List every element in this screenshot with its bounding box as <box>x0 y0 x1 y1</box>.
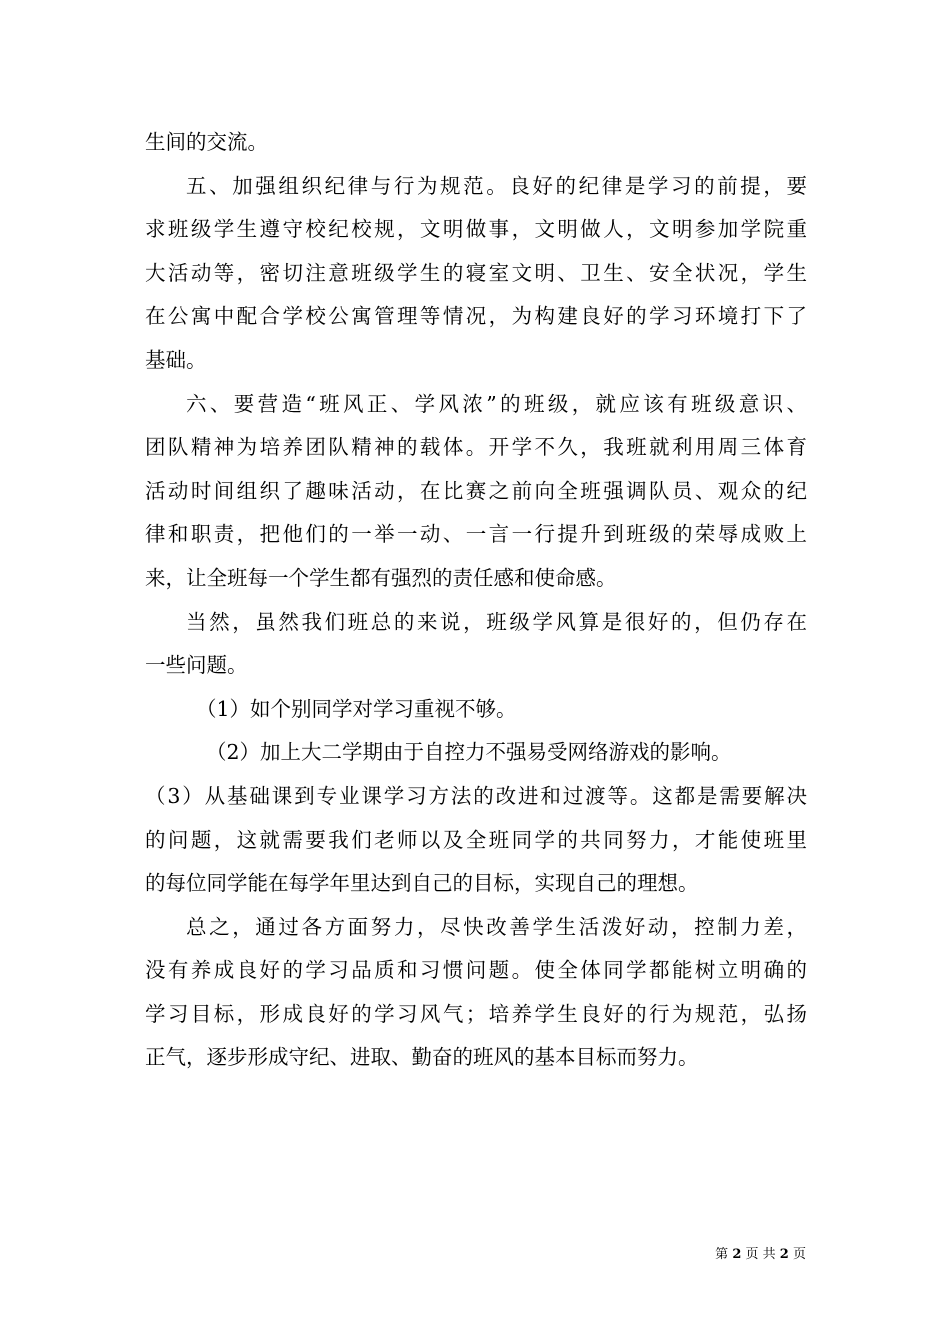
text-line: 六、要营造“班风正、学风浓”的班级，就应该有班级意识、 <box>186 391 807 416</box>
text-line: 活动时间组织了趣味活动，在比赛之前向全班强调队员、观众的纪 <box>145 478 807 503</box>
current-page-number: 2 <box>732 1247 742 1262</box>
text-line: 的问题，这就需要我们老师以及全班同学的共同努力，才能使班里 <box>145 827 807 852</box>
text-line: （3）从基础课到专业课学习方法的改进和过渡等。这都是需要解决 <box>145 783 807 808</box>
document-body <box>145 121 807 1080</box>
text-line: 学习目标，形成良好的学习风气；培养学生良好的行为规范，弘扬 <box>145 1001 807 1026</box>
text-line: 一些问题。 <box>145 653 248 678</box>
text-line: 在公寓中配合学校公寓管理等情况，为构建良好的学习环境打下了 <box>145 304 807 329</box>
footer-prefix: 第 <box>715 1247 729 1262</box>
text-line: 五、加强组织纪律与行为规范。良好的纪律是学习的前提，要 <box>186 173 807 198</box>
text-line: （1）如个别同学对学习重视不够。 <box>196 696 517 721</box>
text-line: （2）加上大二学期由于自控力不强易受网络游戏的影响。 <box>206 740 732 765</box>
text-line: 当然，虽然我们班总的来说，班级学风算是很好的，但仍存在 <box>186 609 807 634</box>
text-line: 律和职责，把他们的一举一动、一言一行提升到班级的荣辱成败上 <box>145 522 807 547</box>
footer-middle: 页 共 <box>745 1247 776 1262</box>
total-pages-number: 2 <box>779 1247 789 1262</box>
text-line: 基础。 <box>145 347 207 372</box>
text-line: 正气，逐步形成守纪、进取、勤奋的班风的基本目标而努力。 <box>145 1045 699 1070</box>
page-number-footer <box>715 1247 806 1263</box>
text-line: 求班级学生遵守校纪校规，文明做事，文明做人，文明参加学院重 <box>145 217 807 242</box>
footer-suffix: 页 <box>792 1247 806 1262</box>
text-line: 团队精神为培养团队精神的载体。开学不久，我班就利用周三体育 <box>145 435 807 460</box>
text-line: 没有养成良好的学习品质和习惯问题。使全体同学都能树立明确的 <box>145 958 807 983</box>
text-line: 生间的交流。 <box>145 130 268 154</box>
text-line: 总之，通过各方面努力，尽快改善学生活泼好动，控制力差， <box>186 914 807 939</box>
text-line: 来，让全班每一个学生都有强烈的责任感和使命感。 <box>145 565 617 590</box>
text-line: 的每位同学能在每学年里达到自己的目标，实现自己的理想。 <box>145 871 699 896</box>
text-line: 大活动等，密切注意班级学生的寝室文明、卫生、安全状况，学生 <box>145 260 807 285</box>
